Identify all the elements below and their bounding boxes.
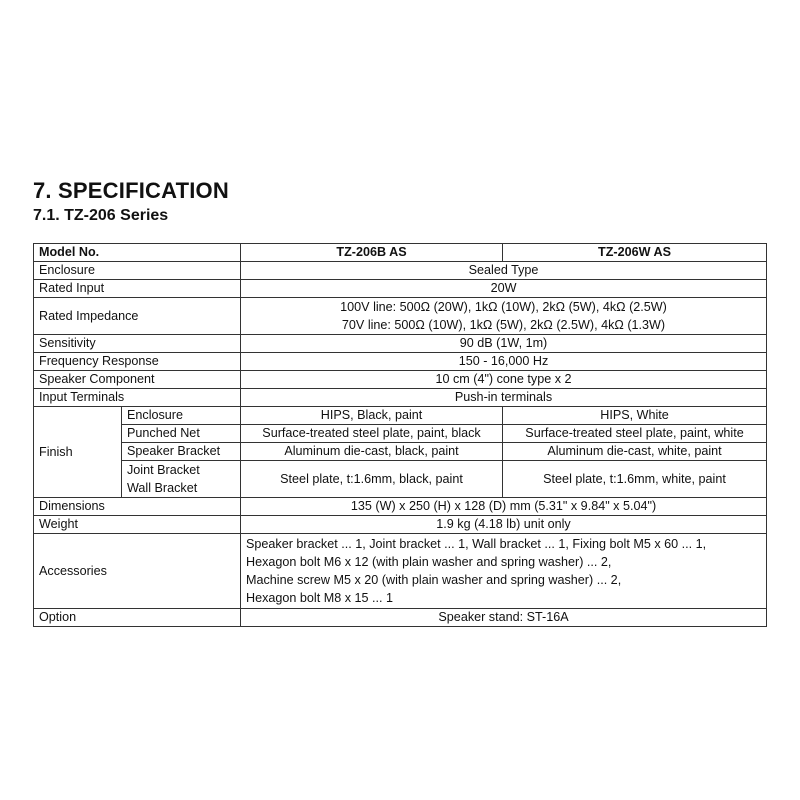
finish-enclosure-w: HIPS, White [503,407,767,425]
impedance-70v-line: 70V line: 500Ω (10W), 1kΩ (5W), 2kΩ (2.5W), 4kΩ (1.3W) [341,318,666,332]
finish-enclosure-label: Enclosure [122,407,241,425]
punched-net-w: Surface-treated steel plate, paint, white [503,425,767,443]
table-row [34,371,767,389]
weight-value: 1.9 kg (4.18 lb) unit only [241,516,767,534]
dimensions-value: 135 (W) x 250 (H) x 128 (D) mm (5.31" x 9.84" x 5.04") [241,498,767,516]
model-w-header: TZ-206W AS [503,244,767,262]
specification-table [33,243,767,627]
impedance-100v-line: 100V line: 500Ω (20W), 1kΩ (10W), 2kΩ (5W), 4kΩ (2.5W) [340,300,667,314]
model-no-label: Model No. [34,244,241,262]
punched-net-b: Surface-treated steel plate, paint, black [241,425,503,443]
table-row [34,298,767,335]
accessories-line: Speaker bracket ... 1, Joint bracket ... 1, Wall bracket ... 1, Fixing bolt M5 x 60 ... 1, [246,537,707,551]
table-row [34,280,767,298]
table-header-row [34,244,767,262]
option-value: Speaker stand: ST-16A [241,609,767,627]
table-row [34,443,767,461]
option-label: Option [34,609,241,627]
rated-input-value: 20W [241,280,767,298]
rated-impedance-value [241,298,767,335]
wall-bracket-label: Wall Bracket [127,481,198,495]
table-row [34,516,767,534]
subsection-heading: 7.1. TZ-206 Series [33,207,169,224]
sensitivity-value: 90 dB (1W, 1m) [241,335,767,353]
accessories-line: Machine screw M5 x 20 (with plain washer and spring washer) ... 2, [246,573,622,587]
speaker-bracket-w: Aluminum die-cast, white, paint [503,443,767,461]
accessories-label: Accessories [34,534,241,609]
frequency-response-value: 150 - 16,000 Hz [241,353,767,371]
finish-enclosure-b: HIPS, Black, paint [241,407,503,425]
accessories-value [241,534,767,609]
section-heading: 7. SPECIFICATION [33,178,229,203]
table-row [34,498,767,516]
table-row [34,262,767,280]
table-row [34,534,767,609]
input-terminals-label: Input Terminals [34,389,241,407]
speaker-bracket-label: Speaker Bracket [122,443,241,461]
joint-wall-bracket-b: Steel plate, t:1.6mm, black, paint [241,461,503,498]
table-row [34,353,767,371]
accessories-line: Hexagon bolt M8 x 15 ... 1 [246,591,394,605]
table-row [34,461,767,498]
dimensions-label: Dimensions [34,498,241,516]
speaker-bracket-b: Aluminum die-cast, black, paint [241,443,503,461]
table-row [34,407,767,425]
table-row [34,335,767,353]
speaker-component-label: Speaker Component [34,371,241,389]
rated-input-label: Rated Input [34,280,241,298]
table-row [34,389,767,407]
speaker-component-value: 10 cm (4") cone type x 2 [241,371,767,389]
table-row [34,609,767,627]
punched-net-label: Punched Net [122,425,241,443]
model-b-header: TZ-206B AS [241,244,503,262]
table-row [34,425,767,443]
enclosure-label: Enclosure [34,262,241,280]
joint-bracket-label: Joint Bracket [127,463,200,477]
sensitivity-label: Sensitivity [34,335,241,353]
joint-wall-bracket-label [122,461,241,498]
enclosure-value: Sealed Type [241,262,767,280]
input-terminals-value: Push-in terminals [241,389,767,407]
accessories-line: Hexagon bolt M6 x 12 (with plain washer and spring washer) ... 2, [246,555,612,569]
finish-label: Finish [34,407,122,498]
joint-wall-bracket-w: Steel plate, t:1.6mm, white, paint [503,461,767,498]
frequency-response-label: Frequency Response [34,353,241,371]
rated-impedance-label: Rated Impedance [34,298,241,335]
weight-label: Weight [34,516,241,534]
